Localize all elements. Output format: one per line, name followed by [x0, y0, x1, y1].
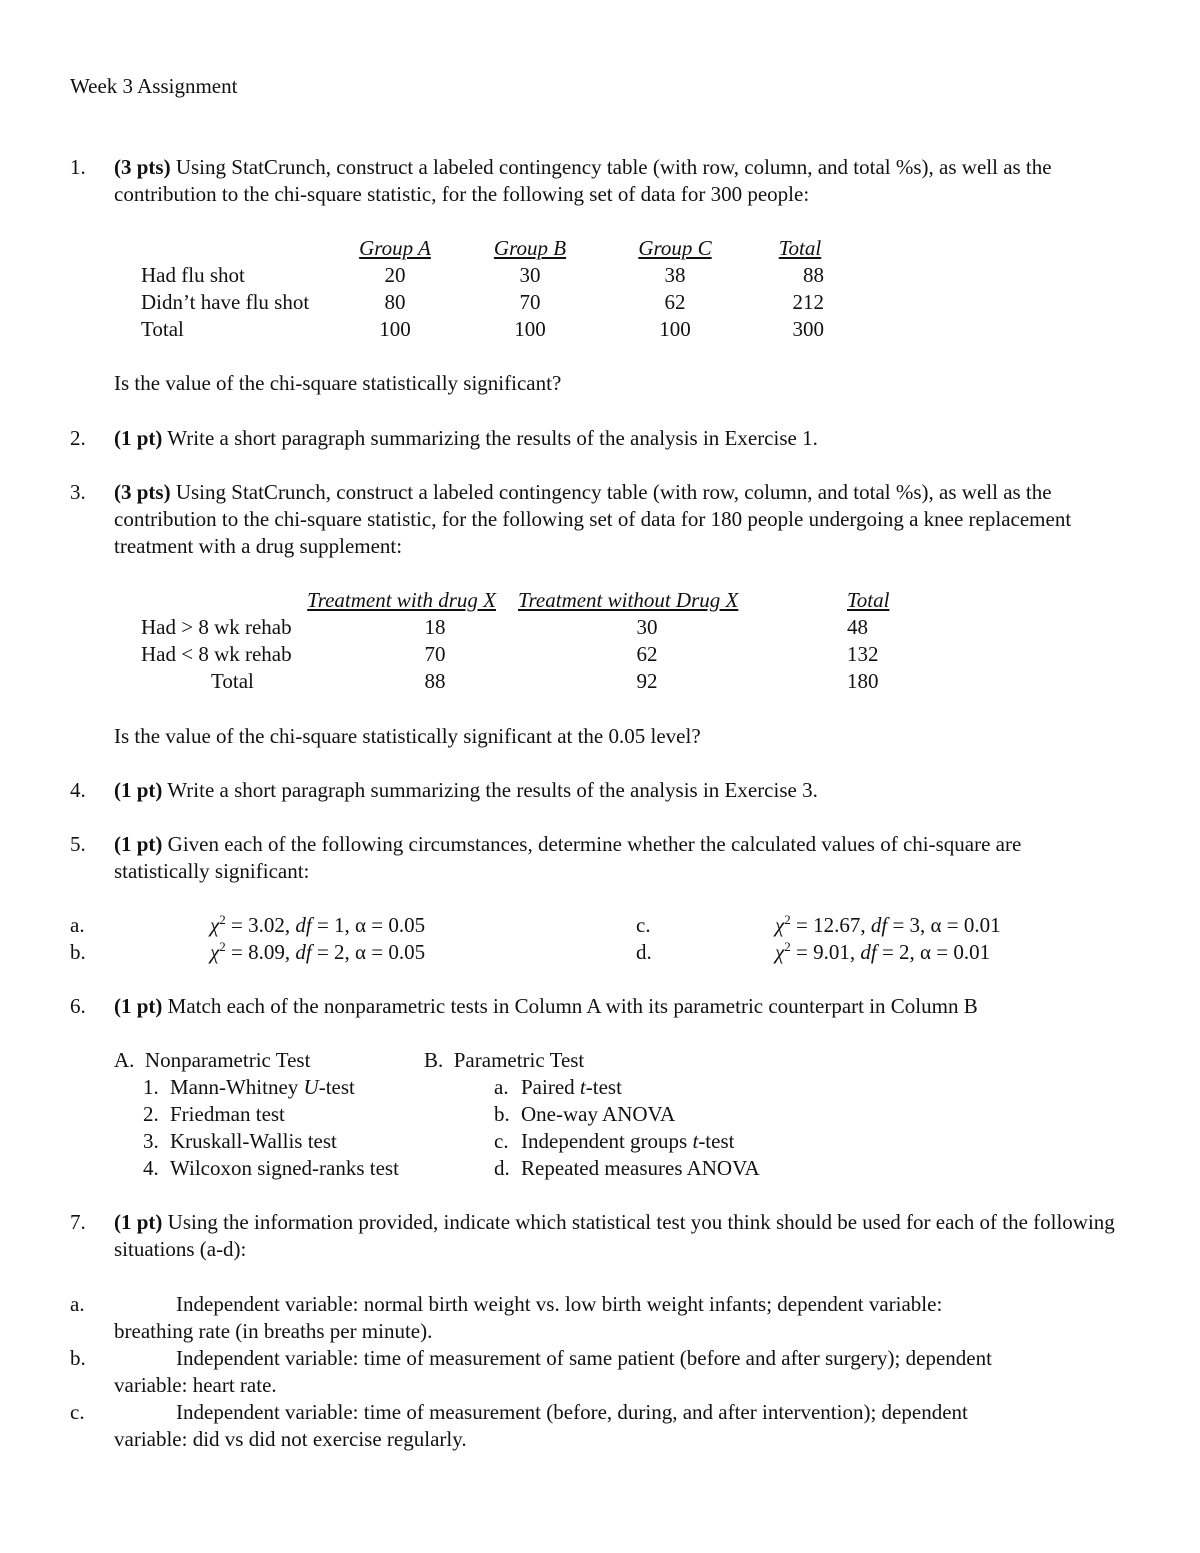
- q3-points: (3 pts): [114, 480, 171, 504]
- q5-item-b: [210, 939, 425, 966]
- q1-cell: 300: [792, 317, 824, 341]
- q2-number: 2.: [70, 426, 86, 450]
- q5-item-letter: b.: [70, 940, 86, 964]
- q6-b-suffix: -test: [698, 1129, 735, 1153]
- q5-body: Given each of the following circumstances, determine whether the calculated values of chi-square are statistically significant:: [114, 832, 1022, 883]
- q7-item-letter: b.: [70, 1346, 86, 1370]
- df-symbol: df: [295, 940, 312, 964]
- q1-cell: 62: [664, 290, 686, 314]
- q5-points: (1 pt): [114, 832, 163, 856]
- q6-b-suffix: -test: [585, 1075, 622, 1099]
- q5-item-letter: d.: [636, 940, 652, 964]
- q3-header-without-drug: Treatment without Drug X: [518, 588, 739, 612]
- chi-symbol: χ: [775, 940, 785, 964]
- q6-b-num: d.: [494, 1156, 510, 1180]
- q7-text: [114, 1209, 1124, 1263]
- q6-b-num: c.: [494, 1129, 509, 1153]
- q6-b-num: b.: [494, 1102, 510, 1126]
- q3-cell: 18: [424, 615, 446, 639]
- q6-number: 6.: [70, 994, 86, 1018]
- q3-row-label: Had > 8 wk rehab: [141, 615, 292, 639]
- q1-cell: 100: [659, 317, 691, 341]
- q1-cell: 88: [803, 263, 824, 287]
- q1-row-label: Total: [141, 317, 184, 341]
- q3-cell: 70: [424, 642, 446, 666]
- q3-row-label: Had < 8 wk rehab: [141, 642, 292, 666]
- q1-header-group-b: Group B: [493, 236, 567, 260]
- q4-body: Write a short paragraph summarizing the results of the analysis in Exercise 3.: [167, 778, 818, 802]
- q7-points: (1 pt): [114, 1210, 163, 1234]
- q7-body: Using the information provided, indicate which statistical test you think should be used for each of the following situations (a-d):: [114, 1210, 1115, 1261]
- q6-a-item: Wilcoxon signed-ranks test: [170, 1156, 399, 1180]
- q6-a-suffix: -test: [318, 1075, 355, 1099]
- q1-header-group-a: Group A: [359, 236, 431, 260]
- chi-exponent: 2: [784, 939, 791, 954]
- q6-a-item: [170, 1074, 355, 1101]
- q1-cell: 80: [384, 290, 406, 314]
- q6-column-a-header: A. Nonparametric Test: [114, 1048, 311, 1072]
- chi-exponent: 2: [784, 912, 791, 927]
- q5-item-letter: a.: [70, 913, 85, 937]
- alpha-value: α = 0.05: [355, 940, 426, 964]
- q1-body: Using StatCrunch, construct a labeled contingency table (with row, column, and total %s), as well as the contribution to the chi-square statistic, for the following set of data for 300 people:: [114, 155, 1052, 206]
- df-symbol: df: [860, 940, 877, 964]
- q7-item-line: Independent variable: normal birth weight vs. low birth weight infants; dependent variable:: [176, 1292, 943, 1316]
- q7-item-line: variable: heart rate.: [114, 1373, 277, 1397]
- df-symbol: df: [295, 913, 312, 937]
- q6-b-text: Paired: [521, 1075, 575, 1099]
- q3-cell: 62: [636, 642, 658, 666]
- df-symbol: df: [870, 913, 888, 937]
- chi-exponent: 2: [219, 912, 226, 927]
- q2-body: Write a short paragraph summarizing the results of the analysis in Exercise 1.: [167, 426, 818, 450]
- q6-column-b-header: B. Parametric Test: [424, 1048, 585, 1072]
- q3-cell: 30: [636, 615, 658, 639]
- q1-cell: 38: [664, 263, 686, 287]
- q3-number: 3.: [70, 480, 86, 504]
- q3-body: Using StatCrunch, construct a labeled contingency table (with row, column, and total %s), as well as the contribution to the chi-square statistic, for the following set of data for 180 people undergoing a knee replacement treatment with a drug supplement:: [114, 480, 1072, 558]
- q3-cell: 92: [636, 669, 658, 693]
- chi-symbol: χ: [775, 913, 785, 937]
- chi-value: = 8.09,: [231, 940, 291, 964]
- q2-text: [114, 425, 1124, 452]
- q7-number: 7.: [70, 1210, 86, 1234]
- alpha-value: α = 0.05: [355, 913, 426, 937]
- q2-points: (1 pt): [114, 426, 163, 450]
- q6-a-num: 2.: [143, 1102, 159, 1126]
- q6-text: [114, 993, 1124, 1020]
- alpha-value: α = 0.01: [920, 940, 991, 964]
- q6-points: (1 pt): [114, 994, 163, 1018]
- q5-number: 5.: [70, 832, 86, 856]
- q6-body: Match each of the nonparametric tests in Column A with its parametric counterpart in Column B: [167, 994, 978, 1018]
- q3-cell: 88: [424, 669, 446, 693]
- page-title: Week 3 Assignment: [70, 74, 238, 98]
- q6-a-item: Kruskall-Wallis test: [170, 1129, 337, 1153]
- q3-header-with-drug: Treatment with drug X: [307, 588, 496, 612]
- q1-cell: 212: [792, 290, 824, 314]
- q1-text: [114, 154, 1124, 208]
- q1-row-label: Had flu shot: [141, 263, 245, 287]
- chi-exponent: 2: [219, 939, 226, 954]
- q6-b-item: One-way ANOVA: [521, 1102, 676, 1126]
- chi-symbol: χ: [210, 913, 220, 937]
- q7-item-line: breathing rate (in breaths per minute).: [114, 1319, 433, 1343]
- chi-symbol: χ: [210, 940, 220, 964]
- q6-a-var: U: [303, 1075, 319, 1099]
- q6-a-num: 4.: [143, 1156, 159, 1180]
- q6-b-item: [521, 1128, 734, 1155]
- q7-item-letter: c.: [70, 1400, 85, 1424]
- df-value: = 3,: [892, 913, 926, 937]
- q3-cell: 132: [847, 642, 879, 666]
- q6-a-num: 3.: [143, 1129, 159, 1153]
- q6-a-item: Friedman test: [170, 1102, 285, 1126]
- q7-item-line: Independent variable: time of measurement (before, during, and after intervention); dependent: [176, 1400, 968, 1424]
- q1-points: (3 pts): [114, 155, 171, 179]
- q4-number: 4.: [70, 778, 86, 802]
- q3-text: [114, 479, 1124, 560]
- q5-item-d: [775, 939, 990, 966]
- q6-b-text: Independent groups: [521, 1129, 688, 1153]
- q3-header-total: Total: [847, 588, 890, 612]
- q6-a-num: 1.: [143, 1075, 159, 1099]
- df-value: = 1,: [316, 913, 350, 937]
- q6-b-item: [521, 1074, 622, 1101]
- q6-a-text: Mann-Whitney: [170, 1075, 299, 1099]
- q1-cell: 20: [384, 263, 406, 287]
- q6-b-item: Repeated measures ANOVA: [521, 1156, 760, 1180]
- q1-number: 1.: [70, 155, 86, 179]
- q3-cell: 48: [847, 615, 868, 639]
- q1-row-label: Didn’t have flu shot: [141, 290, 310, 314]
- q1-cell: 70: [519, 290, 541, 314]
- df-value: = 2,: [316, 940, 350, 964]
- q1-cell: 30: [519, 263, 541, 287]
- q1-question: Is the value of the chi-square statistically significant?: [114, 371, 562, 395]
- q1-header-total: Total: [778, 236, 822, 260]
- q5-item-c: [775, 912, 1001, 939]
- q1-header-group-c: Group C: [638, 236, 712, 260]
- q7-item-line: Independent variable: time of measurement of same patient (before and after surgery); dependent: [176, 1346, 992, 1370]
- df-value: = 2,: [881, 940, 915, 964]
- q3-question: Is the value of the chi-square statistically significant at the 0.05 level?: [114, 724, 701, 748]
- q3-row-label: Total: [211, 669, 254, 693]
- q6-b-var: t: [579, 1075, 586, 1099]
- q6-b-var: t: [692, 1129, 699, 1153]
- q5-item-a: [210, 912, 425, 939]
- q4-points: (1 pt): [114, 778, 163, 802]
- q7-item-line: variable: did vs did not exercise regularly.: [114, 1427, 467, 1451]
- chi-value: = 9.01,: [796, 940, 856, 964]
- q1-cell: 100: [379, 317, 411, 341]
- chi-value: = 3.02,: [231, 913, 291, 937]
- alpha-value: α = 0.01: [930, 913, 1001, 937]
- q4-text: [114, 777, 1124, 804]
- q6-b-num: a.: [494, 1075, 509, 1099]
- q7-item-letter: a.: [70, 1292, 85, 1316]
- q5-item-letter: c.: [636, 913, 651, 937]
- q3-cell: 180: [847, 669, 879, 693]
- q5-text: [114, 831, 1104, 885]
- q1-cell: 100: [514, 317, 546, 341]
- chi-value: = 12.67,: [796, 913, 866, 937]
